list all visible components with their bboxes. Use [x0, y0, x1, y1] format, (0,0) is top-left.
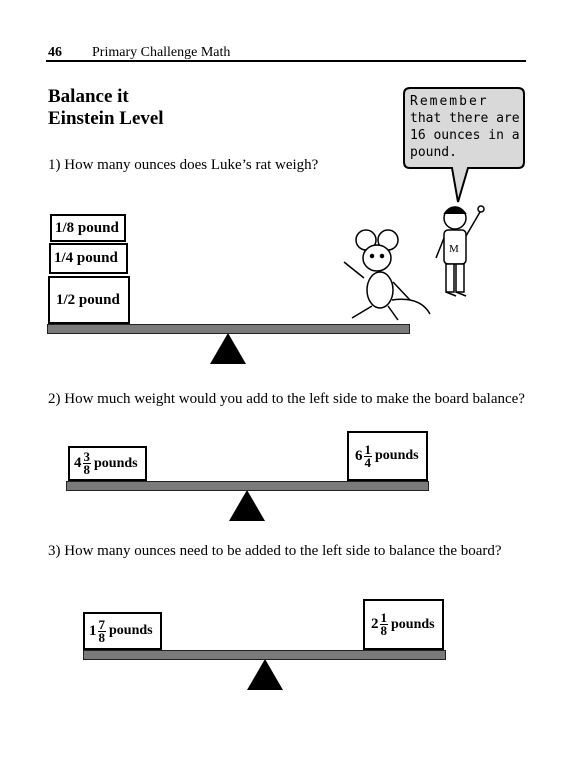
fraction-denominator: 8 [98, 629, 105, 645]
q2-balance-board [66, 481, 429, 491]
weight-box-half: 1/2 pound [48, 276, 130, 324]
weight-box-eighth: 1/8 pound [50, 214, 126, 242]
weight-box-quarter: 1/4 pound [49, 243, 128, 274]
fraction-numerator: 3 [83, 449, 90, 464]
fraction-denominator: 8 [380, 623, 387, 638]
q3-left-weight [83, 612, 162, 650]
q2-right-weight [347, 431, 428, 481]
svg-text:M: M [449, 243, 459, 255]
book-title: Primary Challenge Math [92, 45, 231, 60]
fraction [98, 616, 107, 645]
title-line-2: Einstein Level [48, 108, 164, 129]
mixed-whole: 1 [89, 622, 97, 639]
fraction [83, 451, 92, 476]
fraction-numerator: 7 [98, 616, 105, 632]
bubble-line: that there are [410, 111, 520, 126]
bubble-line: 16 ounces in a [410, 128, 520, 143]
q3-balance-board [83, 650, 446, 660]
unit-label: pounds [375, 448, 419, 463]
bubble-line: pound. [410, 145, 457, 160]
fraction [364, 441, 373, 470]
title-line-1: Balance it [48, 86, 129, 107]
q2-left-weight [68, 446, 147, 481]
fraction-denominator: 8 [83, 462, 90, 477]
mixed-whole: 2 [371, 616, 379, 632]
q1-fulcrum [210, 333, 246, 364]
question-3: 3) How many ounces need to be added to the left side to balance the board? [48, 543, 502, 559]
unit-label: pounds [94, 455, 138, 471]
question-1: 1) How many ounces does Luke’s rat weigh? [48, 157, 319, 173]
unit-label: pounds [391, 616, 435, 632]
boy-character-icon [436, 206, 484, 296]
unit-label: pounds [109, 623, 153, 638]
rat-character-icon [344, 230, 430, 320]
mixed-whole: 4 [74, 455, 82, 471]
question-2: 2) How much weight would you add to the left side to make the board balance? [48, 391, 525, 407]
fraction [380, 612, 389, 637]
q1-balance-board [47, 324, 410, 334]
q2-fulcrum [229, 490, 265, 521]
bubble-text [410, 93, 520, 161]
q3-fulcrum [247, 659, 283, 690]
page-number: 46 [48, 45, 62, 60]
mixed-whole: 6 [355, 447, 363, 464]
q3-right-weight [363, 599, 444, 650]
bubble-line: Remember [410, 94, 489, 109]
fraction-numerator: 1 [380, 610, 387, 625]
fraction-denominator: 4 [364, 454, 371, 470]
fraction-numerator: 1 [364, 441, 371, 457]
